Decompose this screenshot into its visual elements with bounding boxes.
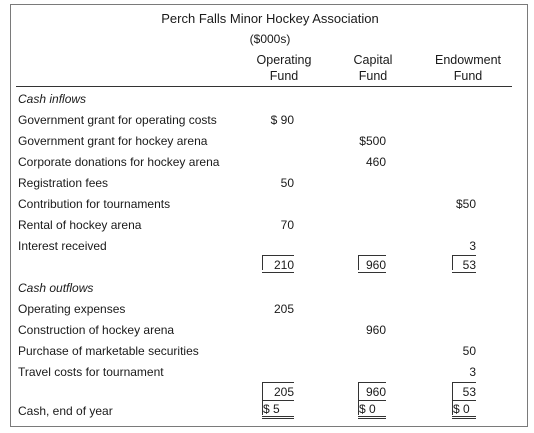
outflows-total-endowment: 53 xyxy=(462,385,476,399)
inflow-row-label: Interest received xyxy=(18,239,107,253)
inflow-row-operating: 70 xyxy=(280,218,294,232)
operating-subtotal-rule xyxy=(262,255,294,256)
outflow-row-endowment: 50 xyxy=(462,344,476,358)
statement-title: Perch Falls Minor Hockey Association xyxy=(161,11,379,26)
operating-ending-double-rule xyxy=(262,416,294,419)
inflows-total-operating: 210 xyxy=(273,258,294,272)
endowment-subtotal-rule xyxy=(452,255,476,256)
outflows-total-operating: 205 xyxy=(273,385,294,399)
outflows-total-capital: 960 xyxy=(365,385,386,399)
col-capital-line1: Capital xyxy=(353,53,393,67)
outflow-row-label: Construction of hockey arena xyxy=(18,323,175,337)
inflows-total-endowment: 53 xyxy=(462,258,476,272)
col-operating-line2: Fund xyxy=(269,69,299,83)
inflow-row-label: Contribution for tournaments xyxy=(18,197,171,211)
operating-outflow-rule xyxy=(262,382,294,383)
endowment-total-underline xyxy=(452,272,476,273)
header-rule xyxy=(16,86,512,87)
ending-capital: $ 0 xyxy=(359,402,376,416)
inflow-row-label: Registration fees xyxy=(18,176,109,190)
operating-total-underline xyxy=(262,272,294,273)
capital-outflow-underline xyxy=(358,400,386,401)
inflow-row-label: Corporate donations for hockey arena xyxy=(18,155,220,169)
endowment-outflow-rule xyxy=(452,382,476,383)
inflow-row-capital: $500 xyxy=(359,134,386,148)
ending-operating: $ 5 xyxy=(263,402,280,416)
outflow-row-label: Purchase of marketable securities xyxy=(18,344,199,358)
col-endowment-line2: Fund xyxy=(453,69,483,83)
ending-label: Cash, end of year xyxy=(18,404,113,418)
inflows-total-capital: 960 xyxy=(365,258,386,272)
inflow-row-label: Government grant for operating costs xyxy=(18,113,217,127)
capital-ending-double-rule xyxy=(358,416,386,419)
outflow-row-capital: 960 xyxy=(365,323,386,337)
col-capital-line2: Fund xyxy=(358,69,388,83)
inflow-row-endowment: 3 xyxy=(469,239,476,253)
ending-endowment: $ 0 xyxy=(453,402,470,416)
inflow-row-label: Rental of hockey arena xyxy=(18,218,142,232)
col-operating-line1: Operating xyxy=(256,53,312,67)
inflow-row-capital: 460 xyxy=(365,155,386,169)
capital-total-underline xyxy=(358,272,386,273)
inflow-row-label: Government grant for hockey arena xyxy=(18,134,208,148)
units-note: ($000s) xyxy=(249,32,291,46)
capital-subtotal-rule xyxy=(358,255,386,256)
outflows-heading: Cash outflows xyxy=(18,281,94,295)
inflow-row-operating: 50 xyxy=(280,176,294,190)
outflow-row-endowment: 3 xyxy=(469,365,476,379)
col-endowment-line1: Endowment xyxy=(434,53,501,67)
capital-outflow-rule xyxy=(358,382,386,383)
endowment-ending-double-rule xyxy=(452,416,476,419)
endowment-outflow-underline xyxy=(452,400,476,401)
outflow-row-operating: 205 xyxy=(273,302,294,316)
outflow-row-label: Travel costs for tournament xyxy=(18,365,164,379)
operating-outflow-underline xyxy=(262,400,294,401)
inflow-row-endowment: $50 xyxy=(455,197,476,211)
inflow-row-operating: $ 90 xyxy=(270,113,294,127)
inflows-heading: Cash inflows xyxy=(18,92,87,106)
outflow-row-label: Operating expenses xyxy=(18,302,126,316)
